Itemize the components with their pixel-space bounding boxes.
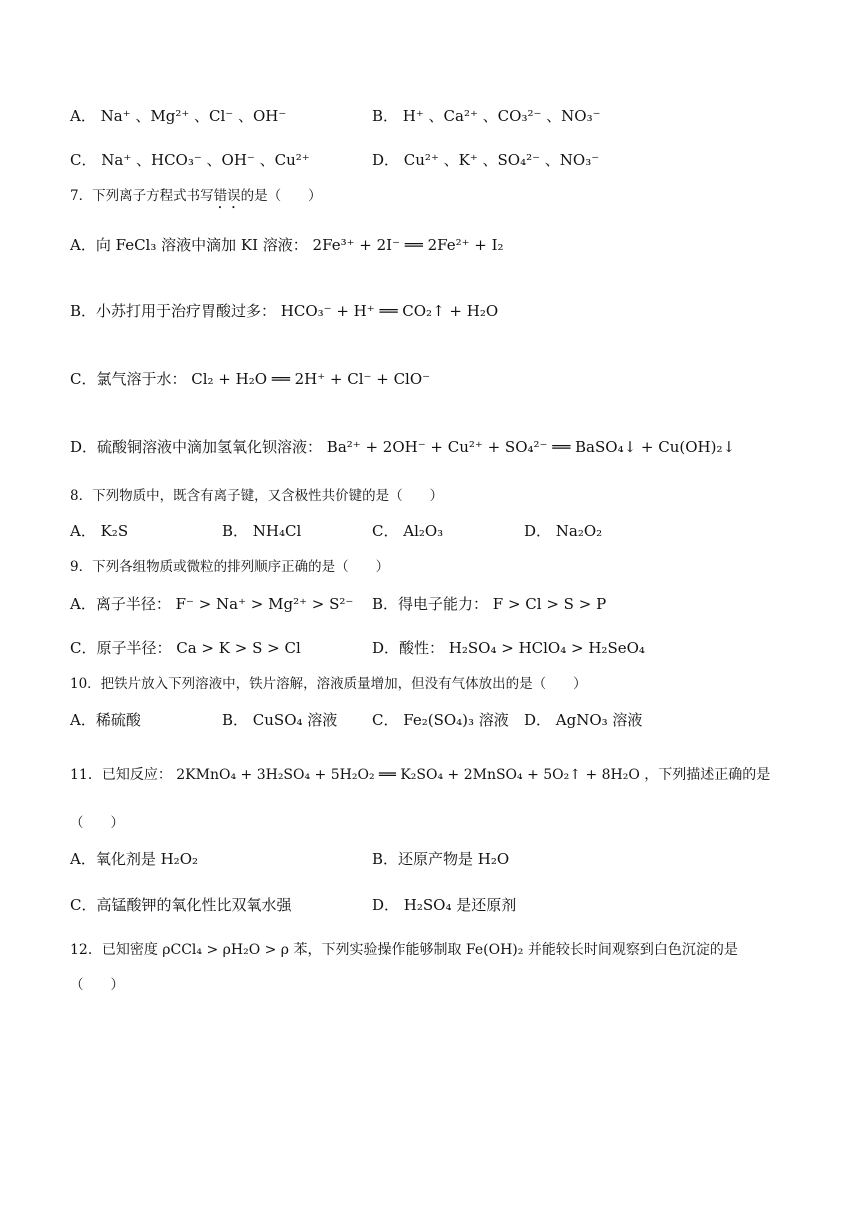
q7-option-d: D．硫酸铜溶液中滴加氢氧化钡溶液： Ba²⁺ + 2OH⁻ + Cu²⁺ + SO₄²⁻ ══ BaSO₄↓ + Cu(OH)₂↓ — [70, 438, 736, 456]
q9-option-d: D．酸性： H₂SO₄ > HClO₄ > H₂SeO₄ — [372, 639, 645, 657]
q9-option-c: C．原子半径： Ca > K > S > Cl — [70, 639, 301, 657]
q11-stem: 11．已知反应： 2KMnO₄ + 3H₂SO₄ + 5H₂O₂ ══ K₂SO₄ + 2MnSO₄ + 5O₂↑ + 8H₂O ，下列描述正确的是 — [70, 767, 771, 783]
q8-stem: 8．下列物质中，既含有离子键，又含极性共价键的是（ ） — [70, 488, 444, 504]
q9-option-a: A．离子半径： F⁻ > Na⁺ > Mg²⁺ > S²⁻ — [70, 595, 354, 613]
q11-option-d: D． H₂SO₄ 是还原剂 — [372, 896, 517, 914]
q6-option-b: B． H⁺ 、Ca²⁺ 、CO₃²⁻ 、NO₃⁻ — [372, 107, 601, 125]
q9-option-b: B．得电子能力： F > Cl > S > P — [372, 595, 607, 613]
q11-option-c: C．高锰酸钾的氧化性比双氧水强 — [70, 896, 292, 914]
q7-option-a: A．向 FeCl₃ 溶液中滴加 KI 溶液： 2Fe³⁺ + 2I⁻ ══ 2Fe²⁺ + I₂ — [70, 236, 504, 254]
q8-option-a: A． K₂S — [70, 522, 129, 540]
q6-option-c: C． Na⁺ 、HCO₃⁻ 、OH⁻ 、Cu²⁺ — [70, 151, 310, 169]
q8-option-d: D． Na₂O₂ — [524, 522, 603, 540]
q11-option-a: A．氧化剂是 H₂O₂ — [70, 850, 199, 868]
q6-option-d: D． Cu²⁺ 、K⁺ 、SO₄²⁻ 、NO₃⁻ — [372, 151, 600, 169]
q7-stem-emphasis: 错误 — [213, 188, 241, 204]
q7-option-c: C．氯气溶于水： Cl₂ + H₂O ══ 2H⁺ + Cl⁻ + ClO⁻ — [70, 370, 431, 388]
q12-answer-paren: （ ） — [70, 977, 124, 993]
q10-option-c: C． Fe₂(SO₄)₃ 溶液 — [372, 711, 509, 729]
q10-option-b: B． CuSO₄ 溶液 — [222, 711, 338, 729]
q7-option-b: B．小苏打用于治疗胃酸过多： HCO₃⁻ + H⁺ ══ CO₂↑ + H₂O — [70, 302, 499, 320]
q12-stem: 12．已知密度 ρCCl₄ > ρH₂O > ρ 苯，下列实验操作能够制取 Fe(OH)₂ 并能较长时间观察到白色沉淀的是 — [70, 942, 738, 958]
q9-stem: 9．下列各组物质或微粒的排列顺序正确的是（ ） — [70, 559, 390, 575]
q7-stem-before: 7．下列离子方程式书写 — [70, 188, 214, 204]
q10-stem: 10．把铁片放入下列溶液中，铁片溶解，溶液质量增加，但没有气体放出的是（ ） — [70, 676, 587, 692]
q6-option-a: A． Na⁺ 、Mg²⁺ 、Cl⁻ 、OH⁻ — [70, 107, 287, 125]
q10-option-d: D． AgNO₃ 溶液 — [524, 711, 643, 729]
q10-option-a: A．稀硫酸 — [70, 711, 141, 729]
q8-option-c: C． Al₂O₃ — [372, 522, 444, 540]
q11-answer-paren: （ ） — [70, 815, 124, 831]
q8-option-b: B． NH₄Cl — [222, 522, 302, 540]
q11-option-b: B．还原产物是 H₂O — [372, 850, 510, 868]
q7-stem-after: 的是（ ） — [240, 188, 322, 204]
